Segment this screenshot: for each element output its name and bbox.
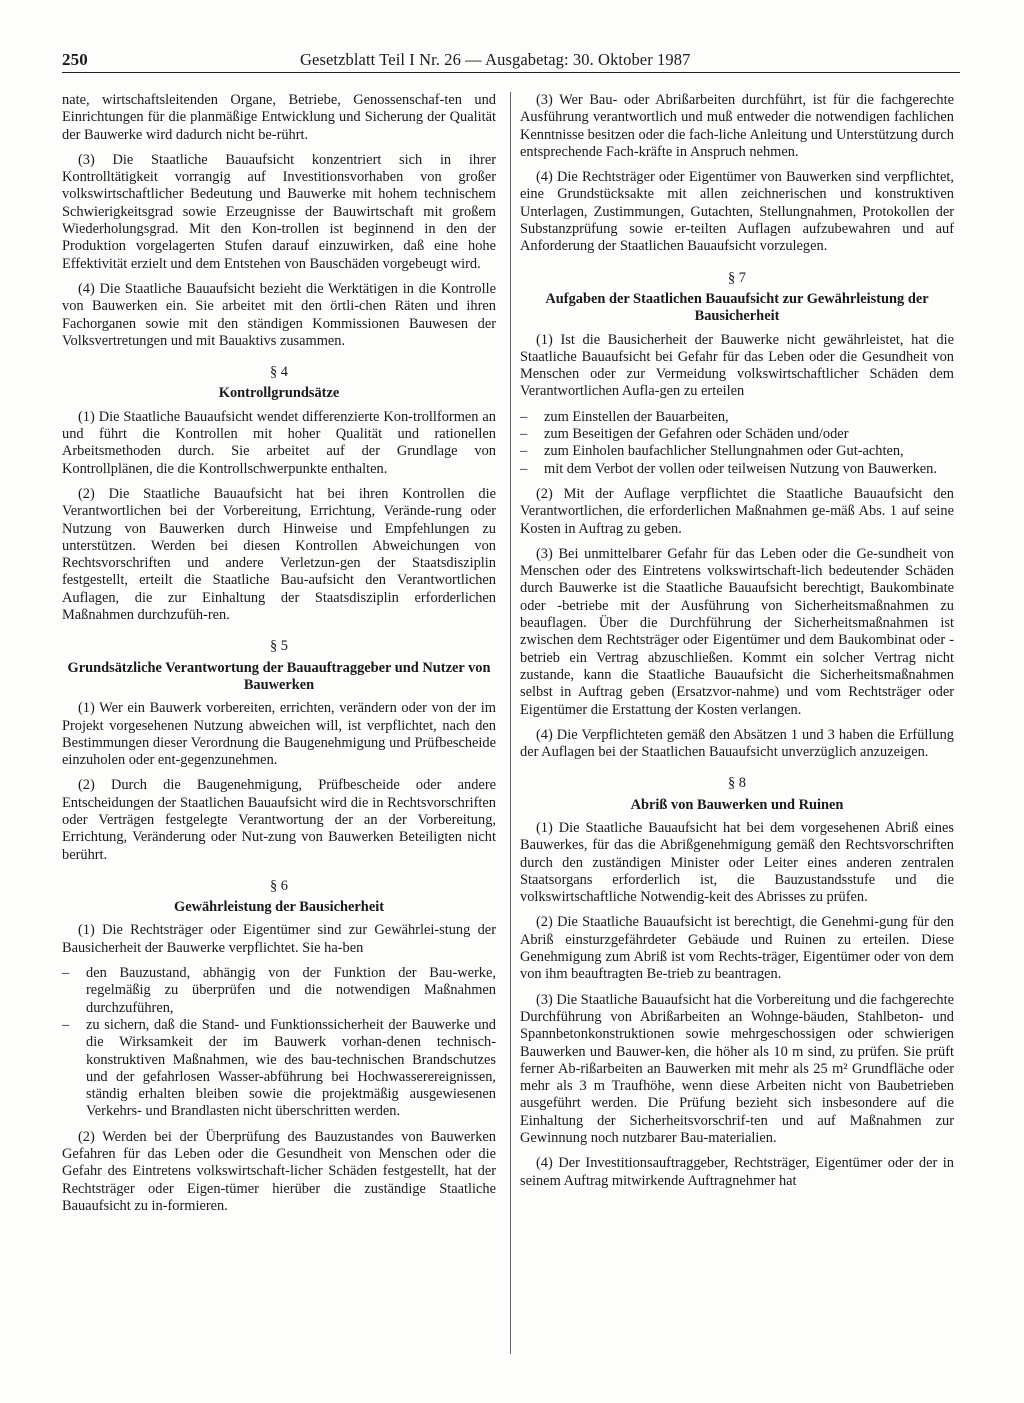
page-number: 250 (62, 50, 88, 69)
dash-list (520, 409, 954, 478)
paragraph: (2) Die Staatliche Bauaufsicht ist berechtigt, die Genehmi-gung für den Abriß einsturzgefährdeter Gebäude und Ruinen zu erteilen. Diese Genehmigung zum Abriß ist vom Rechts-träger, Eigentümer oder von dem von ihm beauftragten Be-trieb zu beantragen. (520, 914, 954, 983)
paragraph: (4) Die Verpflichteten gemäß den Absätzen 1 und 3 haben die Erfüllung der Auflagen bei der Staatlichen Bauaufsicht unverzüglich anzuzeigen. (520, 726, 954, 761)
paragraph: (1) Die Staatliche Bauaufsicht hat bei dem vorgesehenen Abriß eines Bauwerkes, für das die Abrißgenehmigung gemäß den Rechtsvorschriften durch den zuständigen Minister oder Leiter eines anderen zentralen Staatsorgans erforderlich ist, die Bauzustandsstufe und die volkswirtschaftliche Notwendig-keit des Abrisses zu prüfen. (520, 819, 954, 906)
column-divider (510, 92, 511, 1354)
paragraph: (1) Die Staatliche Bauaufsicht wendet differenzierte Kon-trollformen an und führt die Kontrollen mit hoher Qualität und rationellen Arbeitsmethoden durch. Sie arbeitet auf der Grundlage von Kontrollplänen, die die Kontrollschwerpunkte enthalten. (62, 408, 496, 477)
paragraph: nate, wirtschaftsleitenden Organe, Betriebe, Genossenschaf-ten und Einrichtungen für die planmäßige Entwicklung und Sicherung der Qualität der Bauwerke wird dadurch nicht be-rührt. (62, 92, 496, 143)
list-item: – mit dem Verbot der vollen oder teilweisen Nutzung von Bauwerken. (520, 461, 954, 478)
right-column (520, 92, 954, 1198)
dash-list (62, 965, 496, 1121)
section-title: Aufgaben der Staatlichen Bauaufsicht zur Gewährleistung der Bausicherheit (545, 290, 929, 325)
section-title: Gewährleistung der Bausicherheit (174, 899, 384, 916)
paragraph: (3) Die Staatliche Bauaufsicht konzentriert sich in ihrer Kontrolltätigkeit vorrangig auf Investitionsvorhaben von großer volkswirtschaftlicher Bedeutung und Bauwerke mit hohem technischem Schwierigkeitsgrad sowie Erzeugnisse der Bauwirtschaft mit großem Wiederholungsgrad. Mit den Kon-trollen ist beginnend in den der Produktion vorgelagerten Stufen darauf einzuwirken, daß eine hohe Effektivität erzielt und dem Entstehen von Bauschäden vorgebeugt wird. (62, 151, 496, 272)
paragraph: (3) Die Staatliche Bauaufsicht hat die Vorbereitung und die fachgerechte Durchführung von Abrißarbeiten an Wohnge-bäuden, Stahlbeton- und Spannbetonkonstruktionen sowie mehrgeschossigen oder schwierigen Bauwerken und Bauwer-ken, die höher als 10 m sind, zu prüfen. Sie prüft ferner Ab-rißarbeiten an Bauwerken mit mehr als 25 m² Grundfläche oder mehr als 3 m Traufhöhe, wenn diese Arbeiten nicht von Baubetrieben ausgeführt werden. Die Prüfung bezieht sich insbesondere auf die Einhaltung der Sicherheitsvorschrif-ten und auf Maßnahmen zur Gewinnung noch nutzbarer Bau-materialien. (520, 991, 954, 1147)
list-item: – zum Beseitigen der Gefahren oder Schäden und/oder (520, 426, 954, 443)
paragraph: (2) Werden bei der Überprüfung des Bauzustandes von Bauwerken Gefahren für das Leben oder die Gesundheit von Menschen oder die Gefahr des Eintretens volkswirtschaft-licher Schäden festgestellt, hat der Rechtsträger oder Eigen-tümer hierüber die zuständige Staatliche Bauaufsicht zu in-formieren. (62, 1128, 496, 1214)
section-number: § 5 (270, 638, 288, 655)
paragraph: (3) Wer Bau- oder Abrißarbeiten durchführt, ist für die fachgerechte Ausführung verantwortlich und muß entweder die notwendigen fachlichen Kenntnisse besitzen oder die fach-liche Anleitung und Unterstützung durch entsprechende Fach-kräfte in Anspruch nehmen. (520, 92, 954, 160)
paragraph: (4) Die Staatliche Bauaufsicht bezieht die Werktätigen in die Kontrolle von Bauwerken ein. Sie arbeitet mit den örtli-chen Räten und ihren Fachorganen sowie mit den ständigen Kommissionen Bauwesen der Volksvertretungen und mit Bauaktivs zusammen. (62, 280, 496, 349)
section-number: § 6 (270, 877, 288, 894)
paragraph: (2) Die Staatliche Bauaufsicht hat bei ihren Kontrollen die Verantwortlichen bei der Vorbereitung, Errichtung, Verände-rung oder Nutzung von Bauwerken durch Hinweise und Empfehlungen zu unterstützen. Werden bei diesen Kontrollen Abweichungen von Rechtsvorschriften und andere Verletzun-gen der Staatsdisziplin festgestellt, erteilt die Staatliche Bau-aufsicht den Verantwortlichen Auflagen, die zur Einhaltung der Staatsdisziplin erforderlichen Maßnahmen durchzufüh-ren. (62, 485, 496, 624)
paragraph: (4) Der Investitionsauftraggeber, Rechtsträger, Eigentümer oder der in seinem Auftrag mitwirkende Auftragnehmer hat (520, 1155, 954, 1189)
header-rule (62, 72, 960, 73)
list-item: – zum Einstellen der Bauarbeiten, (520, 409, 954, 426)
paragraph: (1) Die Rechtsträger oder Eigentümer sind zur Gewährlei-stung der Bausicherheit der Bauwerke verpflichtet. Sie ha-ben (62, 922, 496, 956)
section-title: Grundsätzliche Verantwortung der Bauauftraggeber und Nutzer von Bauwerken (67, 659, 491, 693)
list-item: – zu sichern, daß die Stand- und Funktionssicherheit der Bauwerke und die Wirksamkeit der im Bauwerk vorhan-denen technisch-konstruktiven Maßnahmen, wie des bau-technischen Brandschutzes und der gefahrlosen Wasser-abführung bei Hochwasserereignissen, ständig erhalten bleiben sowie die projektmäßig ausgewiesenen Verkehrs- und Brandlasten nicht überschritten werden. (62, 1017, 496, 1121)
section-title: Kontrollgrundsätze (218, 385, 340, 402)
paragraph: (4) Die Rechtsträger oder Eigentümer von Bauwerken sind verpflichtet, eine Grundstücksakte mit allen zeichnerischen und konstruktiven Unterlagen, Zustimmungen, Gutachten, Stellungnahmen, Protokollen der Substanzprüfung sowie er-teilten Auflagen aufzubewahren und auf Anforderung der Staatlichen Bauaufsicht vorzulegen. (520, 169, 954, 255)
header-title: Gesetzblatt Teil I Nr. 26 — Ausgabetag: 30. Oktober 1987 (300, 50, 691, 69)
paragraph: (2) Mit der Auflage verpflichtet die Staatliche Bauaufsicht den Verantwortlichen, die erforderlichen Maßnahmen ge-mäß Abs. 1 auf seine Kosten in Auftrag zu geben. (520, 485, 954, 537)
paragraph: (1) Ist die Bausicherheit der Bauwerke nicht gewährleistet, hat die Staatliche Bauaufsicht bei Gefahr für das Leben oder die Gesundheit von Menschen oder zur Vermeidung volkswirtschaftlicher Schäden dem Verantwortlichen Aufla-gen zu erteilen (520, 331, 954, 400)
section-number: § 4 (270, 364, 288, 381)
paragraph: (2) Durch die Baugenehmigung, Prüfbescheide oder andere Entscheidungen der Staatlichen Bauaufsicht wird die in Rechtsvorschriften oder Verträgen festgelegte Verantwortung der an der Vorbereitung, Errichtung, Veränderung oder Nut-zung von Bauwerken Beteiligten nicht berührt. (62, 777, 496, 863)
list-item: – den Bauzustand, abhängig von der Funktion der Bau-werke, regelmäßig zu überprüfen und die notwendigen Maßnahmen durchzuführen, (62, 965, 496, 1017)
section-number: § 8 (728, 775, 746, 792)
paragraph: (3) Bei unmittelbarer Gefahr für das Leben oder die Ge-sundheit von Menschen oder des Eintretens volkswirtschaft-lich bedeutender Schäden durch Bauwerke ist die Staatliche Bauaufsicht berechtigt, Baukombinate oder -betriebe mit der Ausführung von Sicherheitsmaßnahmen zu beauflagen. Über die Durchführung der Sicherheitsmaßnahmen ist zwischen dem Rechtsträger oder Eigentümer und dem Baukombinat oder -betrieb ein Vertrag abzuschließen. Kommt ein solcher Vertrag nicht zustande, kann die Staatliche Bauaufsicht die Sicherheitsmaßnahmen selbst in Auftrag geben (Ersatzvor-nahme) und vom Rechtsträger oder Eigentümer die Erstattung der Kosten verlangen. (520, 545, 954, 718)
section-title: Abriß von Bauwerken und Ruinen (630, 796, 844, 813)
list-item: – zum Einholen baufachlicher Stellungnahmen oder Gut-achten, (520, 443, 954, 460)
left-column (62, 92, 496, 1223)
section-number: § 7 (728, 269, 746, 286)
paragraph: (1) Wer ein Bauwerk vorbereiten, errichten, verändern oder von der im Projekt vorgesehenen Nutzung abweichen will, ist verpflichtet, nach den Bestimmungen dieser Verordnung die Baugenehmigung und Prüfbescheide einzuholen oder ent-gegenzunehmen. (62, 700, 496, 769)
